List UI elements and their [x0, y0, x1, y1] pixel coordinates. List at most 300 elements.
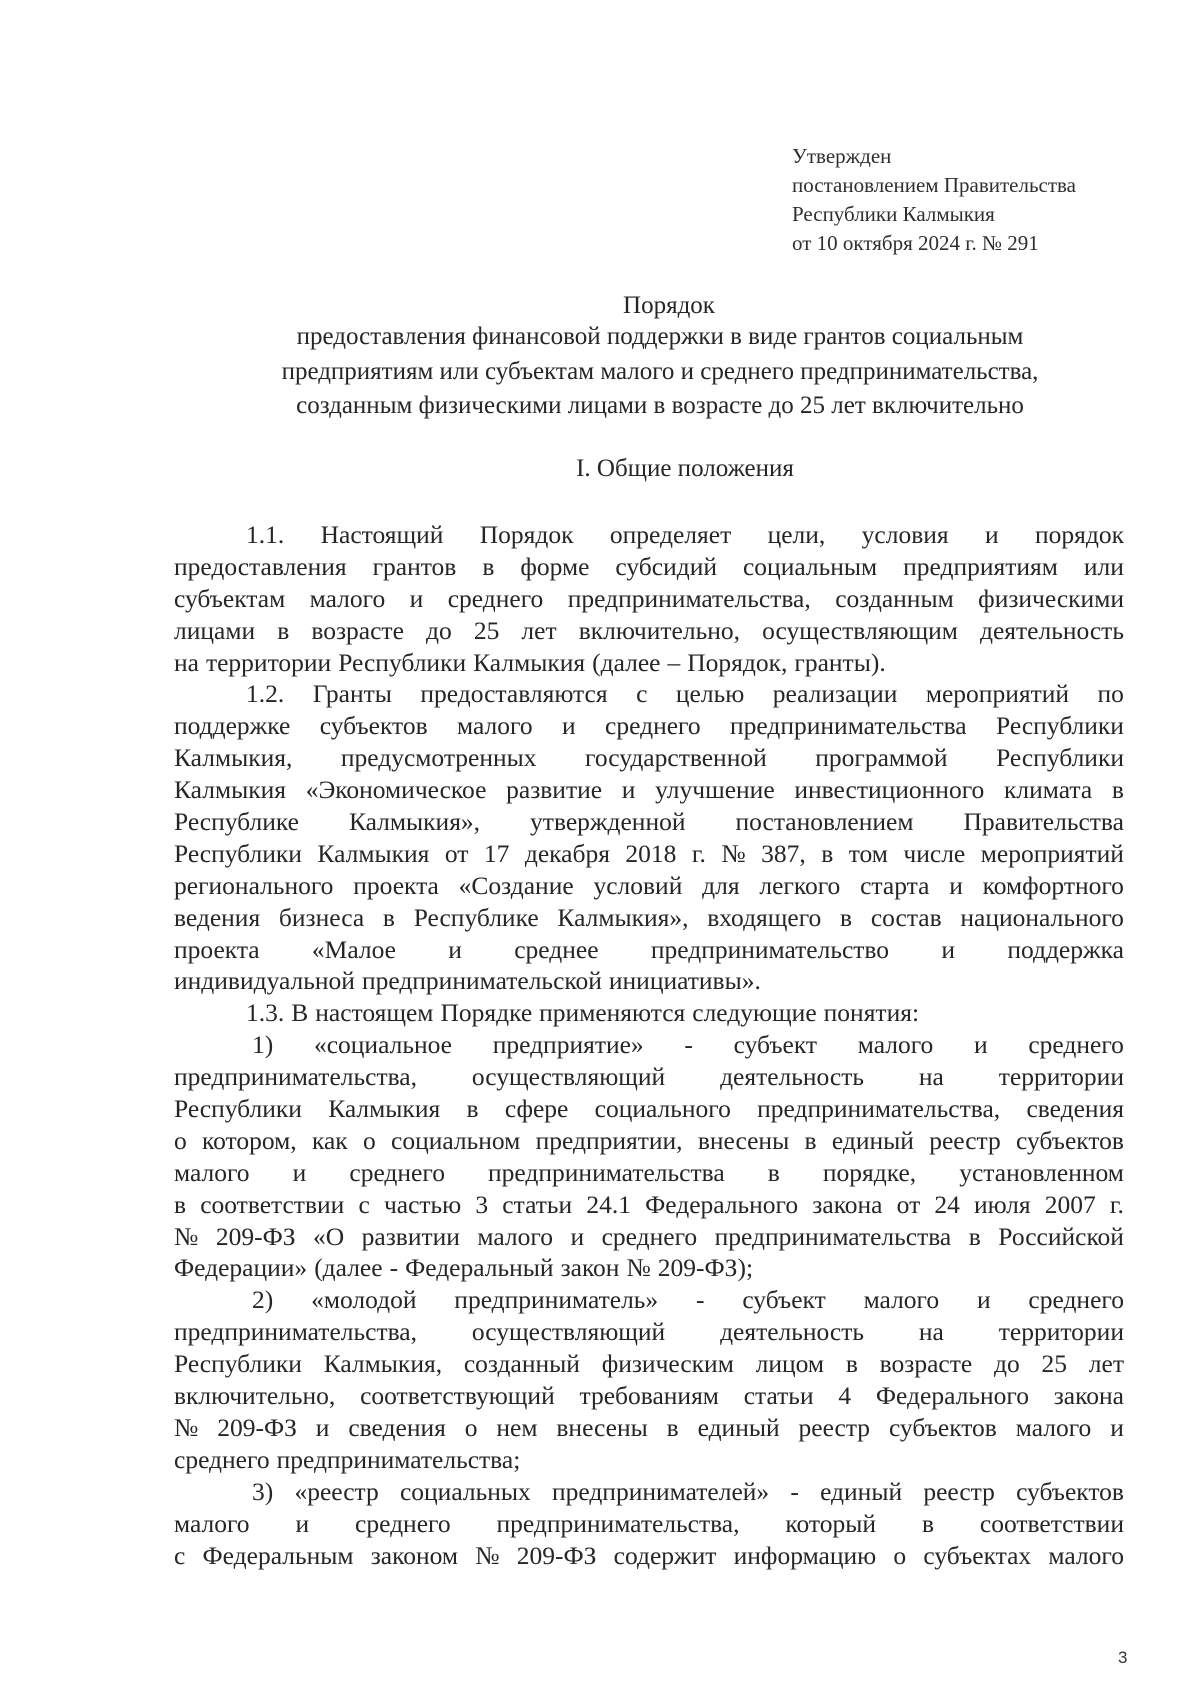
word: малого — [174, 1157, 250, 1187]
word: в — [382, 902, 395, 932]
word: целью — [675, 679, 745, 709]
word: состав — [870, 902, 942, 932]
word: который — [785, 1508, 877, 1538]
word: форме — [520, 551, 590, 581]
word: проекта — [353, 870, 439, 900]
word: предпринимательства — [714, 1221, 952, 1251]
word: нем — [496, 1412, 538, 1442]
word: и — [974, 1030, 988, 1060]
word: о — [362, 1125, 376, 1155]
paragraph-line — [174, 870, 1124, 902]
subtitle-line: созданным физическими лицами в возрасте до 25 лет включительно — [296, 392, 1024, 419]
word: субъектов — [888, 1412, 997, 1442]
word: среднего — [355, 1508, 451, 1538]
word: входящего — [707, 902, 822, 932]
word: определяет — [609, 520, 732, 549]
word: «О — [312, 1221, 345, 1251]
word: Порядке — [440, 998, 533, 1028]
word: 4 — [838, 1381, 852, 1411]
word: деятельность — [720, 1317, 865, 1347]
word: мероприятий — [980, 838, 1124, 868]
word: статьи — [502, 1189, 573, 1219]
word: для — [702, 870, 740, 900]
word: 25 — [1041, 1349, 1068, 1379]
word: программой — [815, 743, 948, 773]
word: предпринимательства; — [276, 1444, 521, 1474]
word: сведения — [1026, 1094, 1124, 1124]
word: гранты). — [794, 647, 886, 677]
word: реестр — [798, 1412, 871, 1442]
word: и — [562, 711, 576, 741]
word: том — [848, 838, 888, 868]
word: Республики — [338, 647, 467, 677]
approval-line: Республики Калмыкия — [792, 202, 995, 226]
word: малого — [857, 1030, 934, 1060]
word: сфере — [504, 1094, 569, 1124]
word: Республики — [996, 743, 1124, 773]
word: в — [482, 551, 495, 581]
word: Правительства — [963, 807, 1124, 837]
word: предпринимательства — [488, 1157, 725, 1187]
word: порядке, — [822, 1157, 917, 1187]
word: в — [821, 838, 834, 868]
word: субъектов — [319, 711, 428, 741]
word: осуществляющим — [762, 615, 958, 645]
word: Республике — [413, 902, 539, 932]
word: внесены — [556, 1412, 648, 1442]
word: на — [918, 1062, 944, 1092]
word: бизнеса — [278, 902, 365, 932]
word: сведения — [348, 1412, 446, 1442]
word: о — [174, 1125, 187, 1155]
word: лицом — [755, 1349, 825, 1379]
word: 3 — [475, 1189, 489, 1219]
word: 25 — [473, 615, 500, 645]
word: 1) — [252, 1030, 274, 1060]
word: Федерального — [645, 1189, 799, 1219]
word: № — [721, 838, 746, 868]
word: 209-ФЗ); — [657, 1253, 754, 1283]
word: реализации — [772, 679, 898, 709]
word: малого — [477, 1221, 553, 1251]
word: декабря — [524, 838, 610, 868]
word: включительно, — [174, 1381, 336, 1411]
word: Калмыкия — [473, 647, 586, 677]
word: 24.1 — [586, 1189, 631, 1219]
approval-line: от 10 октября 2024 г. № 291 — [792, 231, 1039, 255]
paragraph-line — [174, 1476, 1124, 1508]
word: среднего — [601, 1221, 698, 1251]
paragraph-line — [174, 1189, 1124, 1221]
word: в — [466, 1094, 479, 1124]
word: поддержка — [1007, 934, 1124, 964]
word: инвестиционного — [794, 775, 985, 805]
word: государственной — [585, 743, 767, 773]
word: 24 — [934, 1189, 960, 1219]
word: 2007 — [1044, 1189, 1096, 1219]
word: закон — [560, 1253, 620, 1283]
word: среднего — [605, 711, 701, 741]
word: 209-ФЗ — [516, 1540, 597, 1570]
word: в — [277, 615, 290, 645]
word: В — [291, 998, 309, 1028]
paragraph-line — [174, 678, 1124, 710]
word: субъектов — [1016, 1476, 1124, 1506]
word: в — [666, 1412, 679, 1442]
paragraph-line — [174, 1125, 1124, 1157]
word: Республике — [174, 807, 299, 837]
word: установленном — [959, 1157, 1124, 1187]
word: предпринимательства, — [757, 1094, 1001, 1124]
word: предприятии, — [535, 1125, 683, 1155]
word: 1.2. — [246, 679, 285, 709]
word: условий — [593, 870, 683, 900]
subtitle-line: предприятиям или субъектам малого и среднего предпринимательства, — [281, 357, 1039, 385]
word: «молодой — [311, 1285, 417, 1315]
word: Калмыкия», — [557, 902, 689, 932]
word: частью — [383, 1189, 462, 1219]
word: в — [1111, 775, 1124, 805]
word: предприятиям — [903, 551, 1058, 581]
word: до — [426, 615, 452, 645]
word: и — [292, 1157, 307, 1187]
word: Республики — [174, 1349, 302, 1379]
word: «социальное — [313, 1030, 452, 1060]
word: числе — [903, 838, 966, 868]
word: в — [845, 1349, 858, 1379]
word: до — [994, 1349, 1020, 1379]
word: среднее — [514, 934, 599, 964]
paragraph-line — [174, 965, 1124, 997]
word: территории — [205, 647, 332, 677]
word: грантов — [372, 551, 457, 581]
approval-stamp-block — [792, 142, 1076, 258]
word: и — [949, 870, 963, 900]
page-number: 3 — [1118, 1648, 1128, 1667]
word: предпринимательства, — [567, 583, 811, 613]
word: и — [448, 934, 462, 964]
word: в — [921, 1508, 934, 1538]
word: индивидуальной — [174, 966, 355, 996]
word: в — [840, 902, 853, 932]
word: законом — [370, 1540, 459, 1570]
subtitle-line: предоставления финансовой поддержки в виде грантов социальным — [296, 323, 1024, 350]
paragraph-line — [174, 1412, 1124, 1444]
word: Калмыкия — [174, 775, 286, 805]
word: единый — [831, 1125, 914, 1155]
word: в — [174, 1189, 187, 1219]
word: предпринимательской — [361, 966, 602, 996]
word: Калмыкия, — [174, 743, 293, 773]
paragraph-line — [174, 1508, 1124, 1540]
word: и — [941, 934, 956, 964]
document-title: Порядок — [623, 292, 715, 319]
paragraph-line — [174, 806, 1124, 838]
word: лицами — [174, 615, 256, 645]
paragraph-line — [174, 934, 1124, 966]
word: 17 — [483, 838, 510, 868]
word: внесены — [697, 1125, 790, 1155]
word: комфортного — [982, 870, 1124, 900]
paragraph-line — [174, 1157, 1124, 1189]
word: настоящем — [315, 998, 434, 1028]
paragraph-line — [174, 519, 1124, 551]
word: № — [475, 1540, 500, 1570]
word: от — [896, 1189, 921, 1219]
word: предпринимательства, — [496, 1508, 740, 1538]
paragraph-line — [174, 742, 1124, 774]
word: с — [358, 1189, 370, 1219]
word: предприятие» — [492, 1030, 644, 1060]
word: в — [804, 1125, 817, 1155]
word: № — [174, 1221, 199, 1251]
word: с — [174, 1540, 186, 1570]
word: включительно, — [578, 615, 740, 645]
word: «Создание — [458, 870, 574, 900]
word: «Малое — [311, 934, 396, 964]
word: предпринимательства, — [174, 1062, 417, 1092]
word: Российской — [998, 1221, 1124, 1251]
paragraph-line — [174, 838, 1124, 870]
word: возрасте — [311, 615, 404, 645]
word: на — [174, 647, 199, 677]
word: соответствующий — [360, 1381, 555, 1411]
word: 1.1. — [246, 520, 285, 549]
word: от — [444, 838, 469, 868]
word: Калмыкия — [328, 1094, 441, 1124]
word: о — [893, 1540, 907, 1570]
word: предоставляются — [420, 679, 608, 709]
approval-line: постановлением Правительства — [792, 173, 1077, 197]
paragraph-line — [174, 710, 1124, 742]
word: предусмотренных — [340, 743, 537, 773]
word: закона — [1053, 1381, 1124, 1411]
word: улучшение — [655, 775, 775, 805]
word: Порядок, — [687, 647, 788, 677]
word: и — [1110, 1412, 1124, 1442]
word: порядок — [1035, 520, 1124, 549]
word: и — [570, 1221, 585, 1251]
paragraph-line — [174, 551, 1124, 583]
word: социальных — [399, 1476, 531, 1506]
paragraph-line — [174, 1061, 1124, 1093]
paragraph-line — [174, 902, 1124, 934]
word: старта — [860, 870, 930, 900]
word: Республики — [174, 838, 302, 868]
word: статьи — [743, 1381, 814, 1411]
paragraph-line — [174, 1093, 1124, 1125]
word: малого — [174, 1508, 250, 1538]
word: 3) — [252, 1476, 274, 1506]
word: деятельность — [720, 1062, 865, 1092]
word: малого — [863, 1285, 940, 1315]
word: применяются — [539, 998, 686, 1028]
word: № — [626, 1253, 651, 1283]
word: среднего — [1028, 1030, 1124, 1060]
word: «реестр — [294, 1476, 379, 1506]
word: предпринимательства — [730, 711, 967, 741]
word: социального — [594, 1094, 731, 1124]
word: возрасте — [879, 1349, 973, 1379]
word: территории — [998, 1317, 1124, 1347]
paragraph-line — [174, 997, 1124, 1029]
word: физическими — [978, 583, 1124, 613]
word: утвержденной — [530, 807, 686, 837]
word: следующие — [692, 998, 817, 1028]
word: и — [984, 520, 999, 549]
word: как — [311, 1125, 348, 1155]
word: регионального — [174, 870, 334, 900]
word: развитие — [506, 775, 603, 805]
word: ведения — [174, 902, 261, 932]
word: Гранты — [312, 679, 392, 709]
word: и — [315, 1412, 330, 1442]
word: Порядок — [479, 520, 574, 549]
word: (далее — [314, 1253, 383, 1283]
word: созданным — [835, 583, 954, 613]
word: Калмыкия», — [348, 807, 481, 837]
paragraph — [174, 1284, 1124, 1475]
word: и — [621, 775, 636, 805]
word: среднего — [174, 1444, 270, 1474]
word: № — [174, 1412, 199, 1442]
word: осуществляющий — [471, 1317, 666, 1347]
paragraph-line — [174, 615, 1124, 647]
word: единый — [820, 1476, 903, 1506]
word: малого — [1048, 1540, 1124, 1570]
word: Настоящий — [320, 520, 444, 549]
word: соответствии — [200, 1189, 345, 1219]
paragraph-line — [174, 1029, 1124, 1061]
word: социальном — [391, 1125, 521, 1155]
paragraph-line — [174, 583, 1124, 615]
word: котором, — [202, 1125, 297, 1155]
word: и — [976, 1285, 991, 1315]
word: 2) — [252, 1285, 274, 1315]
word: реестр — [923, 1476, 995, 1506]
word: осуществляющий — [471, 1062, 666, 1092]
word: понятия: — [823, 998, 920, 1028]
word: соответствии — [979, 1508, 1124, 1538]
word: субъект — [733, 1030, 818, 1060]
word: - — [389, 1253, 399, 1283]
word: постановлением — [735, 807, 914, 837]
paragraph-line — [174, 1316, 1124, 1348]
document-subtitle — [190, 320, 1130, 424]
word: г. — [691, 838, 706, 868]
paragraph-line — [174, 1380, 1124, 1412]
word: климата — [1004, 775, 1093, 805]
word: лет — [521, 615, 557, 645]
word: инициативы». — [608, 966, 761, 996]
word: информацию — [733, 1540, 877, 1570]
word: предпринимательства, — [174, 1317, 417, 1347]
word: среднего — [349, 1157, 445, 1187]
word: на — [918, 1317, 944, 1347]
word: предпринимателей» — [551, 1476, 770, 1506]
word: 1.3. — [246, 998, 285, 1028]
paragraph-line — [174, 1444, 1124, 1476]
paragraph-line — [174, 774, 1124, 806]
word: или — [1083, 551, 1124, 581]
word: г. — [1109, 1189, 1124, 1219]
paragraph — [174, 1476, 1124, 1572]
word: территории — [998, 1062, 1124, 1092]
word: среднего — [447, 583, 544, 613]
paragraph — [174, 997, 1124, 1029]
word: малого — [1015, 1412, 1092, 1442]
word: единый — [697, 1412, 780, 1442]
word: субсидий — [615, 551, 718, 581]
word: и — [295, 1508, 310, 1538]
word: Федеральный — [405, 1253, 554, 1283]
word: предпринимательство — [650, 934, 890, 964]
word: 2018 — [625, 838, 677, 868]
paragraph-line — [174, 1284, 1124, 1316]
word: в — [767, 1157, 780, 1187]
approval-line: Утвержден — [792, 144, 892, 168]
word: «Экономическое — [305, 775, 487, 805]
word: - — [790, 1476, 799, 1506]
word: с — [636, 679, 648, 709]
document-body — [174, 519, 1124, 1571]
word: малого — [309, 583, 386, 613]
word: субъектах — [923, 1540, 1032, 1570]
word: - — [696, 1285, 705, 1315]
section-heading: I. Общие положения — [576, 455, 794, 482]
word: созданный — [463, 1349, 580, 1379]
word: Республики — [174, 1094, 302, 1124]
word: о — [464, 1412, 478, 1442]
paragraph-line — [174, 1540, 1124, 1572]
paragraph — [174, 519, 1124, 678]
word: - — [684, 1030, 693, 1060]
word: Федеральным — [202, 1540, 354, 1570]
word: субъект — [742, 1285, 826, 1315]
word: 209-ФЗ — [217, 1412, 297, 1442]
paragraph-line — [174, 1252, 1124, 1284]
word: субъектам — [174, 583, 286, 613]
word: лет — [1088, 1349, 1124, 1379]
word: (далее — [592, 647, 661, 677]
word: предприниматель» — [454, 1285, 659, 1315]
word: и — [409, 583, 424, 613]
word: закона — [812, 1189, 883, 1219]
word: июля — [974, 1189, 1031, 1219]
paragraph — [174, 1029, 1124, 1284]
word: субъектов — [1016, 1125, 1124, 1155]
word: – — [667, 647, 681, 677]
word: Республики — [996, 711, 1124, 741]
paragraph — [174, 678, 1124, 997]
word: 387, — [761, 838, 806, 868]
word: Федерации» — [174, 1253, 308, 1283]
paragraph-line — [174, 1221, 1124, 1253]
word: малого — [457, 711, 533, 741]
word: Калмыкия, — [323, 1349, 443, 1379]
word: по — [1097, 679, 1124, 709]
word: реестр — [929, 1125, 1001, 1155]
word: предоставления — [174, 551, 347, 581]
word: легкого — [759, 870, 841, 900]
word: среднего — [1028, 1285, 1124, 1315]
word: деятельность — [979, 615, 1124, 645]
word: развитии — [361, 1221, 460, 1251]
paragraph-line — [174, 647, 1124, 679]
word: социальным — [742, 551, 878, 581]
word: содержит — [613, 1540, 717, 1570]
word: требованиям — [579, 1381, 719, 1411]
